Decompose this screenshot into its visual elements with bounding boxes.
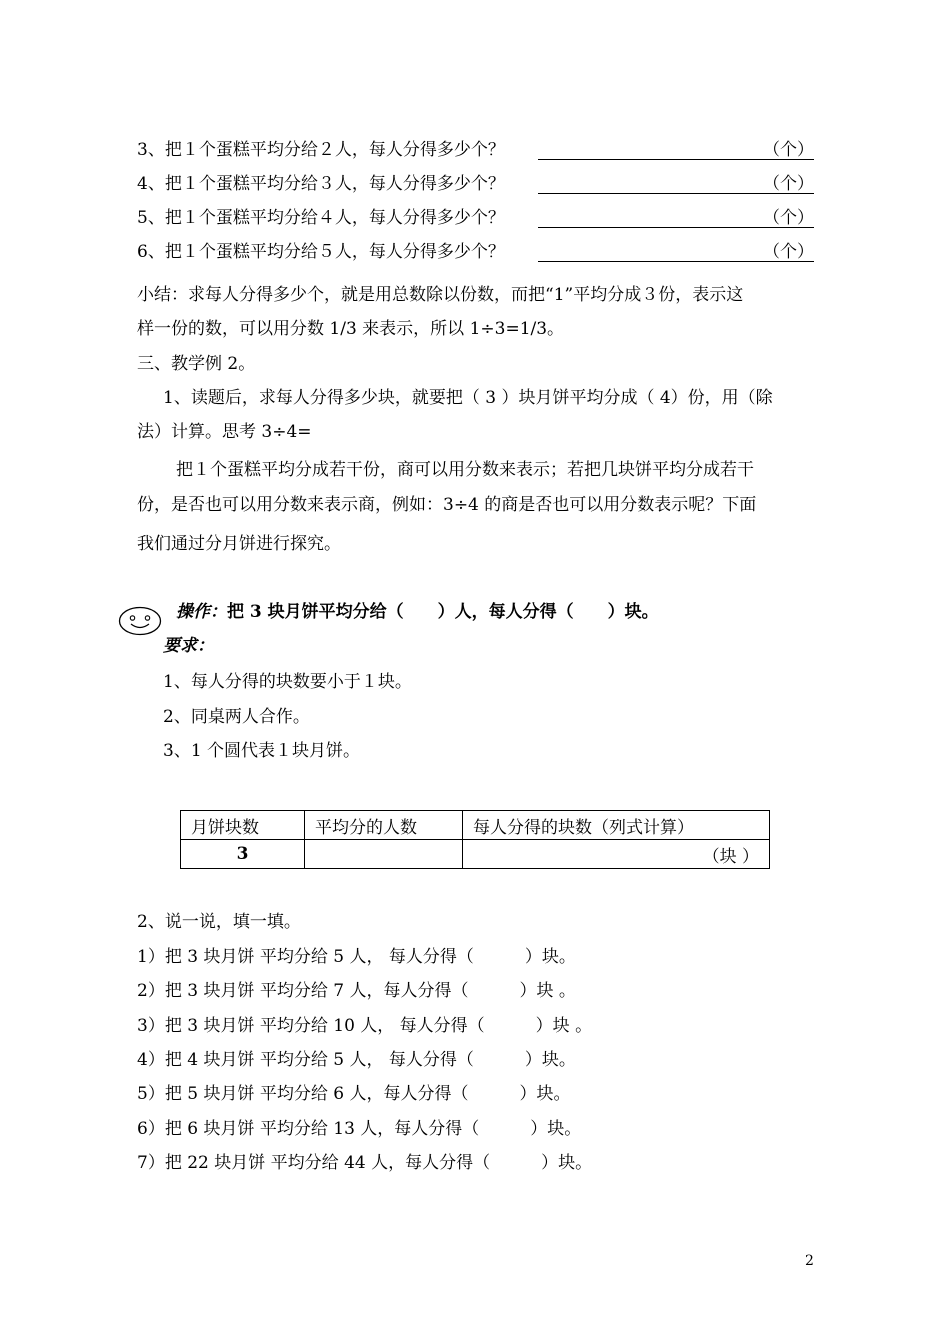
paragraph-line: 把１个蛋糕平均分成若干份，商可以用分数来表示；若把几块饼平均分成若干: [176, 460, 754, 480]
question-text: 5、把１个蛋糕平均分给４人，每人分得多少个？: [137, 208, 505, 228]
table-cell[interactable]: [305, 840, 463, 869]
exercise-item: 5）把 5 块月饼 平均分给 6 人，每人分得（ ）块。: [137, 1084, 571, 1104]
requirement-item: 3、1 个圆代表１块月饼。: [163, 741, 361, 761]
requirement-item: 2、同桌两人合作。: [163, 707, 310, 727]
table-header-cell: 平均分的人数: [305, 811, 463, 840]
question-row: [137, 241, 817, 263]
question-text: 3、把１个蛋糕平均分给２人，每人分得多少个？: [137, 140, 505, 160]
answer-blank[interactable]: [538, 241, 814, 262]
exercise-item: 1）把 3 块月饼 平均分给 5 人， 每人分得（ ）块。: [137, 947, 576, 967]
mooncake-table: [180, 810, 770, 869]
unit-label: （个）: [763, 174, 814, 194]
paragraph-line: 法）计算。思考 3÷4=: [137, 422, 312, 442]
operation-line: [176, 601, 659, 623]
answer-blank[interactable]: [538, 173, 814, 194]
paragraph-line: 份，是否也可以用分数来表示商，例如：3÷4 的商是否也可以用分数表示呢？下面: [137, 495, 757, 515]
answer-blank[interactable]: [538, 207, 814, 228]
exercise-heading: 2、说一说，填一填。: [137, 912, 301, 932]
paragraph-line: 1、读题后，求每人分得多少块，就要把（ 3 ）块月饼平均分成（ 4）份，用（除: [163, 388, 773, 408]
exercise-item: 6）把 6 块月饼 平均分给 13 人，每人分得（ ）块。: [137, 1119, 582, 1139]
smiley-face-icon: [118, 606, 162, 636]
operation-text: 把 3 块月饼平均分给（ ）人，每人分得（ ）块。: [227, 602, 659, 622]
exercise-item: 2）把 3 块月饼 平均分给 7 人，每人分得（ ）块 。: [137, 981, 576, 1001]
page-number: 2: [805, 1253, 814, 1269]
unit-label: （个）: [763, 208, 814, 228]
operation-label: 操作：: [176, 602, 227, 622]
summary-line: 样一份的数，可以用分数 1/3 来表示，所以 1÷3=1/3。: [137, 319, 565, 339]
answer-blank[interactable]: [538, 139, 814, 160]
paragraph-line: 我们通过分月饼进行探究。: [137, 534, 341, 554]
table-cell[interactable]: （块 ）: [463, 840, 770, 869]
question-row: [137, 139, 817, 161]
summary-line: 小结：求每人分得多少个，就是用总数除以份数，而把“1”平均分成３份，表示这: [137, 285, 744, 305]
unit-label: （个）: [763, 242, 814, 262]
requirement-item: 1、每人分得的块数要小于１块。: [163, 672, 412, 692]
section-heading: 三、教学例 2。: [137, 354, 256, 374]
question-row: [137, 173, 817, 195]
table-cell: 3: [181, 840, 305, 869]
exercise-item: 3）把 3 块月饼 平均分给 10 人， 每人分得（ ）块 。: [137, 1016, 593, 1036]
question-text: 4、把１个蛋糕平均分给３人，每人分得多少个？: [137, 174, 505, 194]
question-text: 6、把１个蛋糕平均分给５人，每人分得多少个？: [137, 242, 505, 262]
exercise-item: 7）把 22 块月饼 平均分给 44 人，每人分得（ ）块。: [137, 1153, 593, 1173]
exercise-item: 4）把 4 块月饼 平均分给 5 人， 每人分得（ ）块。: [137, 1050, 576, 1070]
table-header-cell: 月饼块数: [181, 811, 305, 840]
unit-label: （个）: [763, 140, 814, 160]
table-header-cell: 每人分得的块数（列式计算）: [463, 811, 770, 840]
table-header-row: [181, 811, 770, 840]
table-row: [181, 840, 770, 869]
question-row: [137, 207, 817, 229]
requirements-label: 要求：: [163, 636, 214, 656]
